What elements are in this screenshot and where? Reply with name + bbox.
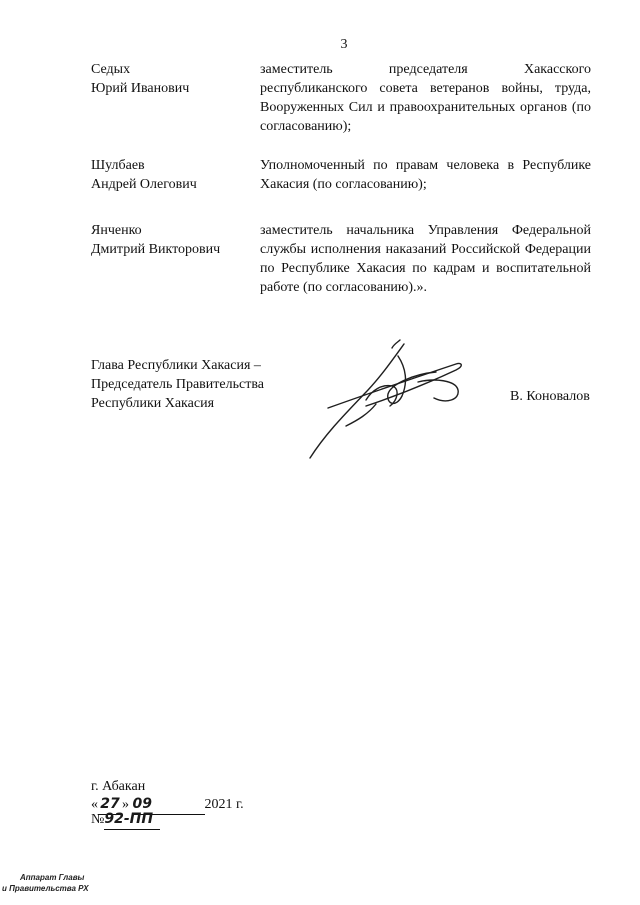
member-given-names: Юрий Иванович — [91, 81, 190, 96]
role-line: заместитель председателя Хакасского — [260, 62, 591, 77]
handwritten-signature — [306, 338, 476, 463]
date-year: 2021 г. — [204, 797, 244, 812]
member-given-names: Дмитрий Викторович — [91, 242, 221, 257]
registration-stamp — [2, 872, 89, 894]
signatory-title-line: Глава Республики Хакасия – — [91, 358, 261, 373]
member-role — [260, 156, 591, 194]
role-line: по Республике Хакасия по кадрам и воспитательной — [260, 261, 591, 276]
member-surname: Шулбаев — [91, 158, 145, 173]
date-open-quote: « — [91, 797, 98, 812]
member-name — [91, 221, 251, 259]
signatory-title-line: Республики Хакасия — [91, 396, 215, 411]
signatory-name: В. Коновалов — [510, 389, 590, 404]
member-name — [91, 60, 251, 98]
role-line: Хакасия (по согласованию); — [260, 177, 427, 192]
number-sign: № — [91, 812, 105, 827]
stamp-line: и Правительства РХ — [2, 884, 89, 893]
role-line: республиканского совета ветеранов войны, труда, — [260, 81, 591, 96]
member-name — [91, 156, 251, 194]
date-close-quote: » — [122, 797, 129, 812]
member-surname: Седых — [91, 62, 131, 77]
member-role — [260, 60, 591, 136]
role-line: Вооруженных Сил и правоохранительных органов (по — [260, 100, 591, 115]
signatory-title-line: Председатель Правительства — [91, 377, 264, 392]
role-line: согласованию); — [260, 119, 352, 134]
role-line: заместитель начальника Управления Федеральной — [260, 223, 591, 238]
date-month: 09 — [133, 795, 205, 815]
issue-place: г. Абакан — [91, 779, 146, 794]
role-line: Уполномоченный по правам человека в Республике — [260, 158, 591, 173]
member-role — [260, 221, 591, 297]
page-number: 3 — [340, 37, 348, 52]
date-day: 27 — [98, 795, 122, 815]
stamp-line: Аппарат Главы — [20, 873, 85, 882]
role-line: службы исполнения наказаний Российской Федерации — [260, 242, 591, 257]
number-value: 92-ПП — [104, 810, 160, 830]
document-number — [91, 810, 160, 830]
signatory-title — [91, 356, 291, 413]
member-surname: Янченко — [91, 223, 142, 238]
role-line: работе (по согласованию).». — [260, 280, 428, 295]
member-given-names: Андрей Олегович — [91, 177, 197, 192]
